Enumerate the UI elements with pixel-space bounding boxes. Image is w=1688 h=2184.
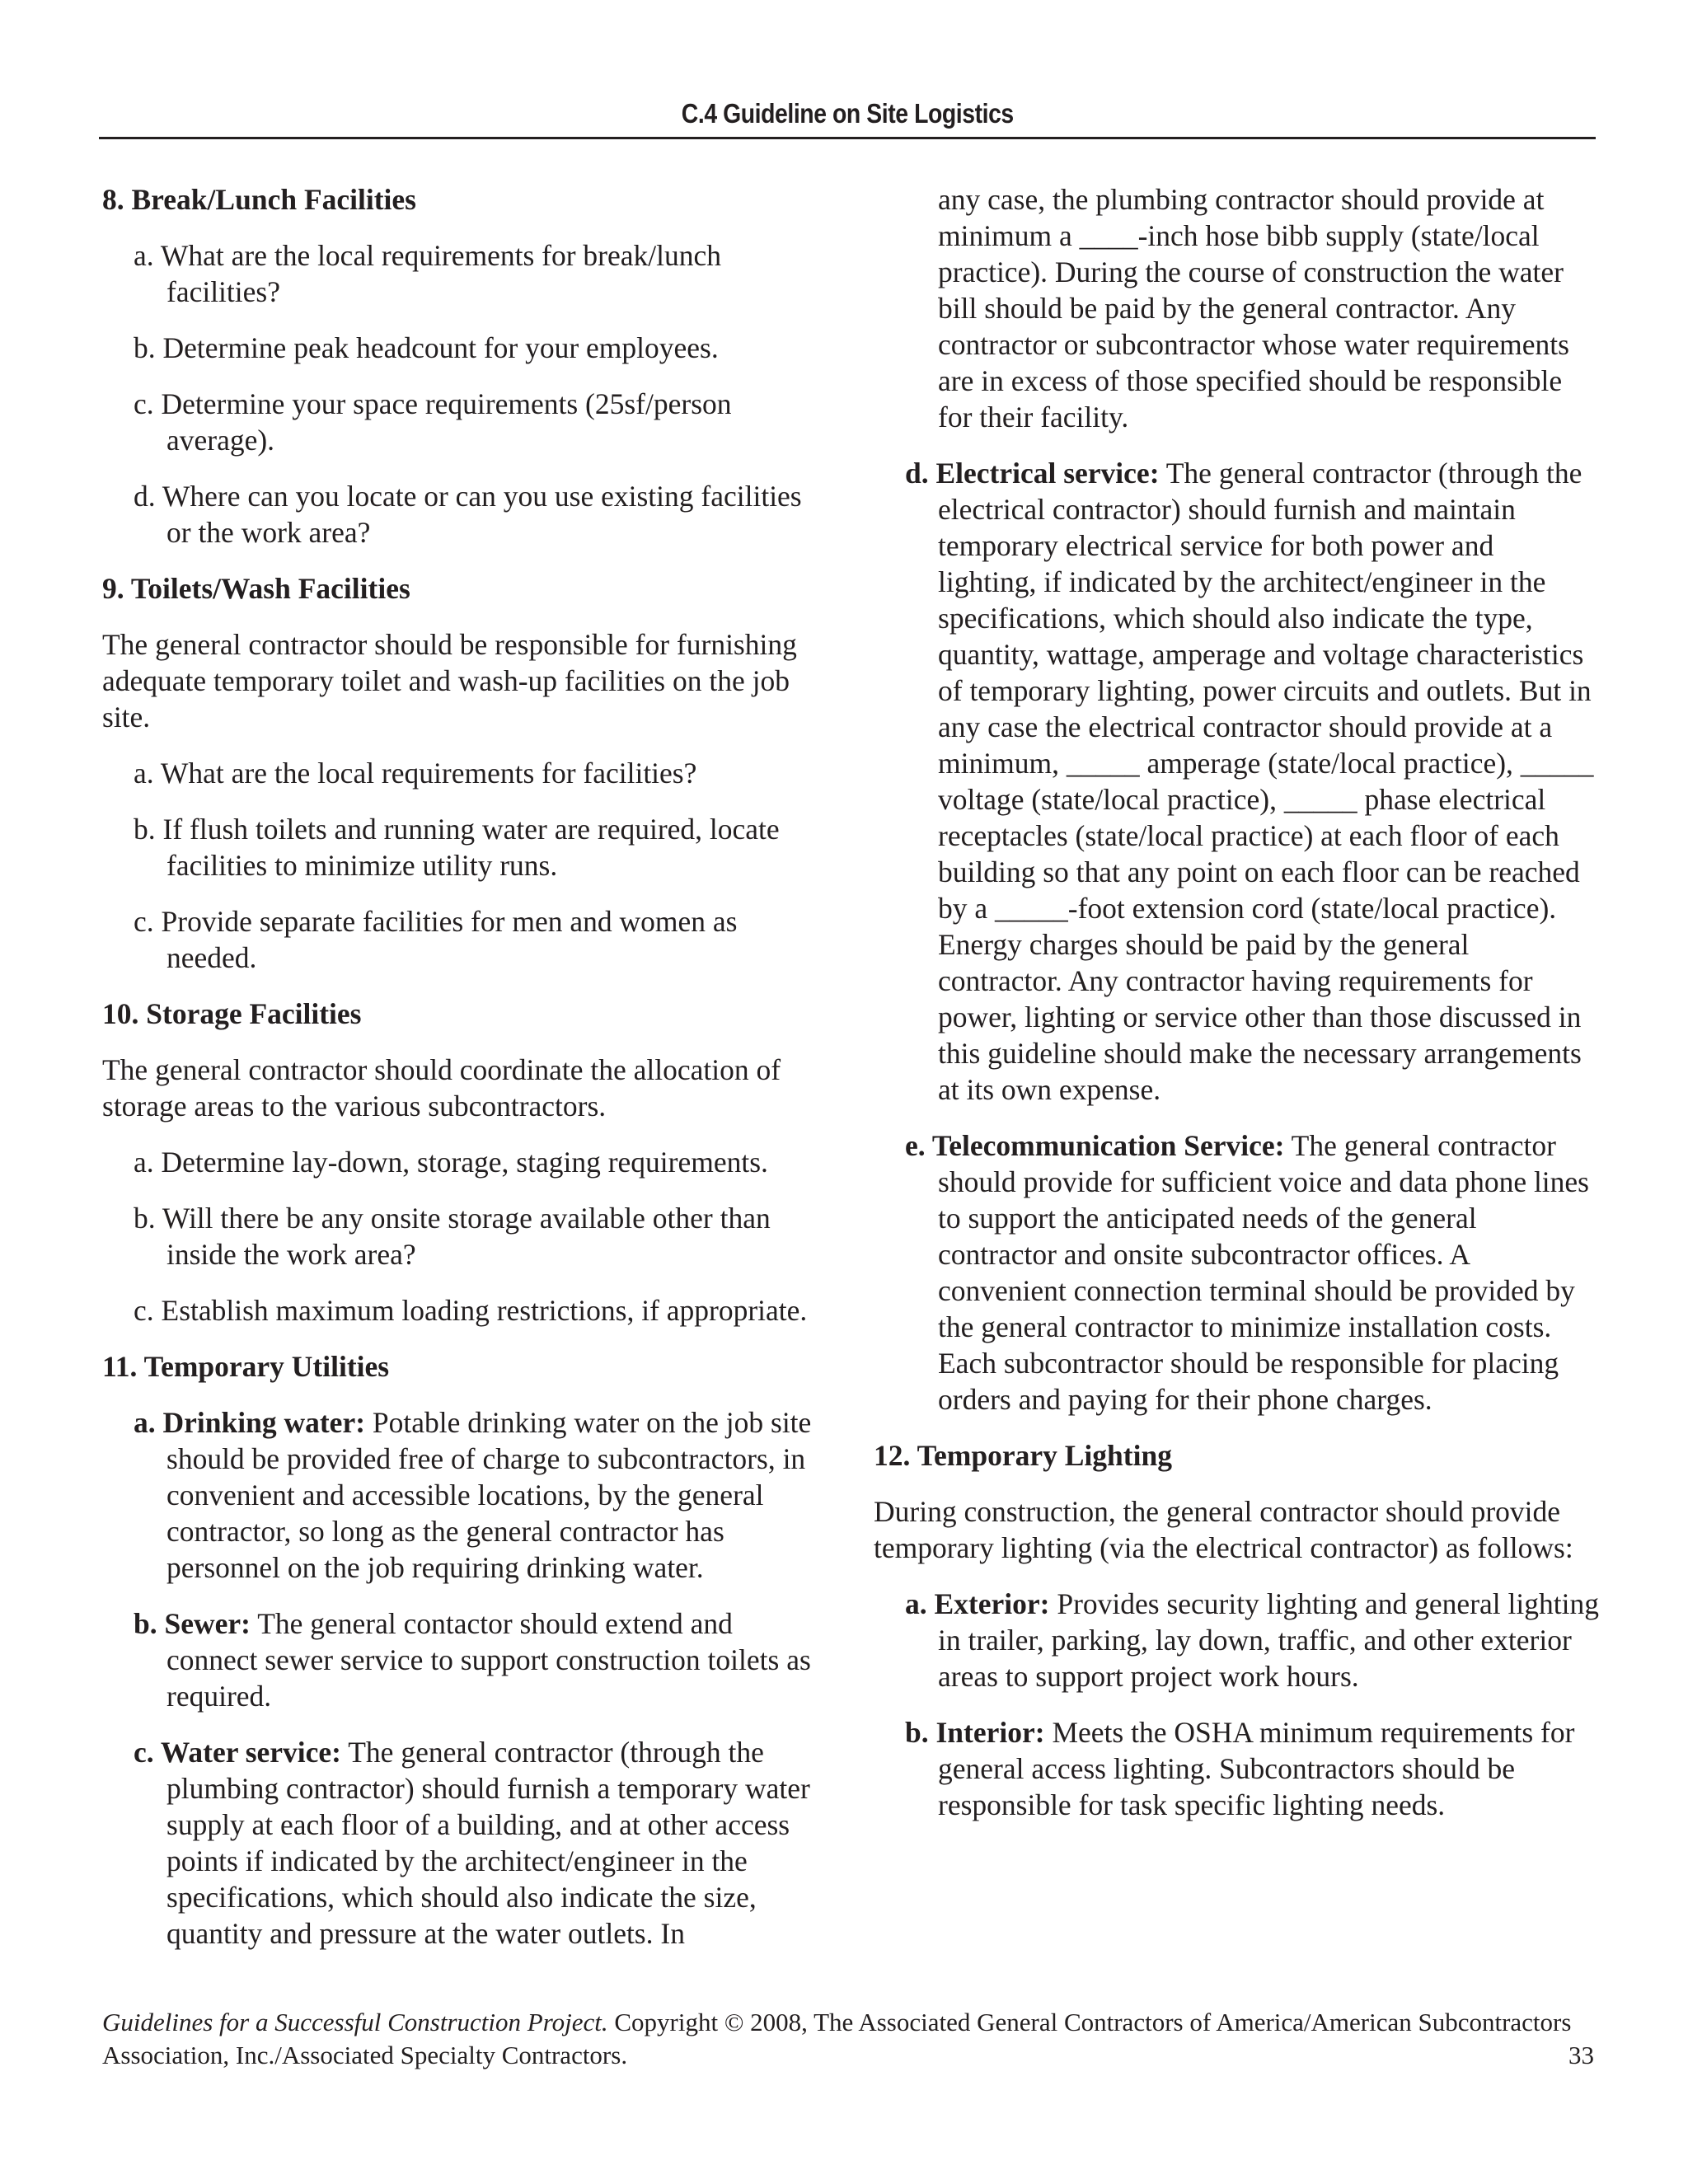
- left-column: [102, 181, 828, 1971]
- electrical-service-text: The general contractor (through the electrical contractor) should furnish and maintain temporary electrical service for both power and lighting, if indicated by the architect/engineer in the specifications, which should also indicate the type, quantity, wattage, amperage and voltage characteristics of temporary lighting, power circuits and outlets. But in any case the electrical contractor should provide at a minimum, _____ amperage (state/local practice), _____ voltage (state/local practice), _____ phase electrical receptacles (state/local practice) at each floor of each building so that any point on each floor can be reached by a _____-foot extension cord (state/local practice). Energy charges should be paid by the general contractor. Any contractor having requirements for power, lighting or service other than those discussed in this guideline should make the necessary arrangements at its own expense.: [938, 457, 1594, 1106]
- page-header: [99, 91, 1596, 139]
- section-8-item-a: a. What are the local requirements for break/lunch facilities?: [134, 239, 721, 308]
- section-12-heading: 12. Temporary Lighting: [874, 1439, 1172, 1472]
- drinking-water-label: a. Drinking water:: [134, 1406, 366, 1439]
- telecommunication-service-item: [905, 1127, 1599, 1418]
- footer-copyright: Copyright © 2008, The Associated General Contractors of America/American Subcontractors Association, Inc./Associated Specialty Contractors.: [102, 2008, 1572, 2069]
- exterior-lighting-item: [905, 1586, 1599, 1694]
- electrical-service-label: d. Electrical service:: [905, 457, 1160, 490]
- footer-book-title: Guidelines for a Successful Construction Project.: [102, 2008, 608, 2036]
- section-8-item-b: b. Determine peak headcount for your employees.: [134, 331, 719, 364]
- page-footer: [102, 2006, 1596, 2072]
- section-10-item-c: c. Establish maximum loading restrictions, if appropriate.: [134, 1294, 808, 1327]
- electrical-service-item: [905, 455, 1599, 1108]
- section-12-intro: During construction, the general contractor should provide temporary lighting (via the electrical contractor) as follows:: [874, 1495, 1573, 1564]
- section-10-item-a: a. Determine lay-down, storage, staging requirements.: [134, 1146, 768, 1179]
- section-8-item-d: d. Where can you locate or can you use existing facilities or the work area?: [134, 480, 802, 549]
- section-10-intro: The general contractor should coordinate the allocation of storage areas to the various subcontractors.: [102, 1053, 781, 1122]
- section-8-heading: 8. Break/Lunch Facilities: [102, 183, 416, 216]
- water-service-label: c. Water service:: [134, 1736, 342, 1769]
- section-9-item-b: b. If flush toilets and running water are required, locate facilities to minimize utility runs.: [134, 813, 780, 882]
- section-9-heading: 9. Toilets/Wash Facilities: [102, 572, 410, 605]
- interior-lighting-label: b. Interior:: [905, 1716, 1045, 1749]
- sewer-label: b. Sewer:: [134, 1607, 251, 1640]
- right-column: [874, 181, 1599, 1843]
- section-8-item-c: c. Determine your space requirements (25sf/person average).: [134, 387, 732, 457]
- section-9-intro: The general contractor should be responsible for furnishing adequate temporary toilet and wash-up facilities on the job site.: [102, 628, 797, 733]
- telecommunication-service-label: e. Telecommunication Service:: [905, 1129, 1285, 1162]
- section-9-item-a: a. What are the local requirements for facilities?: [134, 757, 697, 790]
- section-10-item-b: b. Will there be any onsite storage available other than inside the work area?: [134, 1202, 771, 1271]
- drinking-water-item: [134, 1404, 828, 1586]
- section-9-item-c: c. Provide separate facilities for men and women as needed.: [134, 905, 738, 974]
- interior-lighting-item: [905, 1714, 1599, 1823]
- exterior-lighting-label: a. Exterior:: [905, 1587, 1050, 1620]
- water-service-continued: any case, the plumbing contractor should provide at minimum a ____-inch hose bibb supply (state/local practice). During the course of construction the water bill should be paid by the general contractor. Any contractor or subcontractor whose water requirements are in excess of those specified should be responsible for their facility.: [938, 183, 1569, 434]
- water-service-text: The general contractor (through the plumbing contractor) should furnish a temporary water supply at each floor of a building, and at other access points if indicated by the architect/engineer in the specifications, which should also indicate the size, quantity and pressure at the water outlets. In: [166, 1736, 810, 1950]
- section-11-heading: 11. Temporary Utilities: [102, 1350, 390, 1383]
- drinking-water-text: Potable drinking water on the job site should be provided free of charge to subcontractors, in convenient and accessible locations, by the general contractor, so long as the general contractor has personnel on the job requiring drinking water.: [166, 1406, 812, 1584]
- water-service-item: [134, 1734, 828, 1952]
- header-title: C.4 Guideline on Site Logistics: [681, 98, 1014, 129]
- interior-lighting-text: Meets the OSHA minimum requirements for general access lighting. Subcontractors should be responsible for task specific lighting needs.: [938, 1716, 1575, 1821]
- sewer-text: The general contactor should extend and connect sewer service to support construction toilets as required.: [166, 1607, 811, 1713]
- telecommunication-service-text: The general contractor should provide for sufficient voice and data phone lines to support the anticipated needs of the general contractor and onsite subcontractor offices. A convenient connection terminal should be provided by the general contractor to minimize installation costs. Each subcontractor should be responsible for placing orders and paying for their phone charges.: [938, 1129, 1589, 1416]
- section-10-heading: 10. Storage Facilities: [102, 997, 362, 1030]
- exterior-lighting-text: Provides security lighting and general lighting in trailer, parking, lay down, traffic, and other exterior areas to support project work hours.: [938, 1587, 1599, 1693]
- page-number: 33: [1568, 2041, 1594, 2069]
- sewer-item: [134, 1605, 828, 1714]
